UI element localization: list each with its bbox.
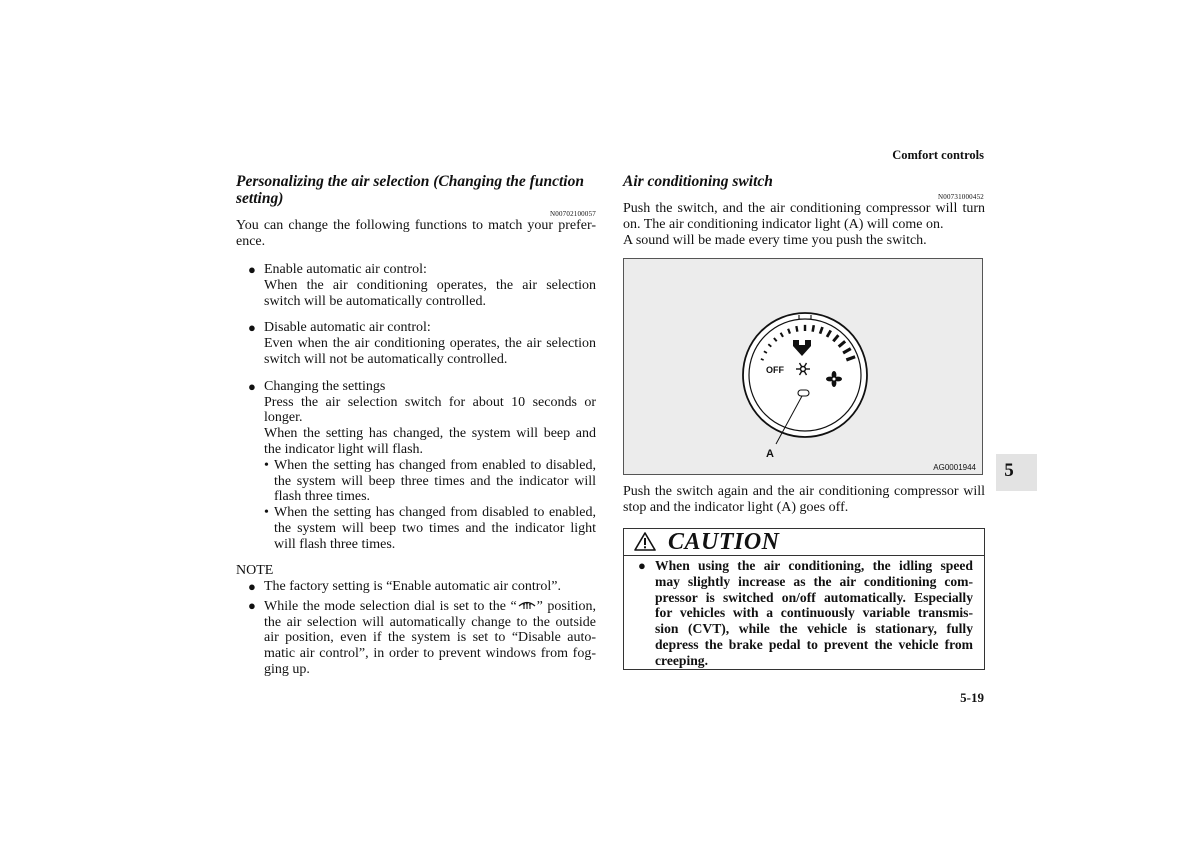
note-label: NOTE <box>236 563 274 578</box>
bullet-icon: ● <box>248 378 256 394</box>
caution-line: for vehicles with a continuously variable transmis- <box>655 605 973 621</box>
para-line: stop and the indicator light (A) goes off. <box>623 499 849 515</box>
item-line: Even when the air conditioning operates, the air selection <box>264 336 596 352</box>
note-item-factory <box>236 579 596 595</box>
right-paragraph-2 <box>623 484 985 516</box>
figure-code: AG0001944 <box>933 463 976 472</box>
item-line: When the setting has changed, the system will beep and <box>264 426 596 442</box>
note-item-mode-dial <box>236 598 596 678</box>
sub-bullet-icon: • <box>264 457 269 473</box>
caution-line: depress the brake pedal to prevent the vehicle from <box>655 636 973 652</box>
sub-line: will flash three times. <box>274 536 396 552</box>
chapter-tab <box>996 454 1037 491</box>
sub-line: When the setting has changed from enabled to disabled, <box>274 457 596 473</box>
note-line-part: While the mode selection dial is set to the “ <box>264 598 517 614</box>
ac-switch-illustration <box>624 259 982 474</box>
warning-triangle-icon <box>634 532 656 551</box>
caution-line: sion (CVT), while the vehicle is stationary, fully <box>655 621 973 637</box>
note-line: The factory setting is “Enable automatic air control”. <box>264 579 561 594</box>
callout-a-label: A <box>766 448 774 460</box>
sub-line: When the setting has changed from disabled to enabled, <box>274 505 596 521</box>
bullet-icon: ● <box>248 579 256 594</box>
para-line: Push the switch again and the air conditioning compressor will <box>623 484 985 499</box>
caution-line: creeping. <box>655 652 708 668</box>
item-line: longer. <box>264 410 303 426</box>
item-line: Press the air selection switch for about 10 seconds or <box>264 394 596 410</box>
sub-line: the system will beep two times and the indicator light <box>274 520 596 536</box>
caution-line: When using the air conditioning, the idling speed <box>655 558 973 573</box>
item-line: switch will not be automatically controlled. <box>264 351 508 367</box>
defrost-mode-icon <box>517 599 537 614</box>
sub-item-disabled-to-enabled <box>236 505 596 552</box>
off-label: OFF <box>766 365 784 375</box>
left-heading-line2: setting) <box>236 190 284 207</box>
dial-tick <box>813 325 814 331</box>
bullet-icon: ● <box>638 558 646 573</box>
left-intro <box>236 218 596 250</box>
dial-tick <box>761 359 764 360</box>
ac-switch-figure <box>623 258 983 475</box>
caution-title: CAUTION <box>668 529 780 555</box>
para-line: Push the switch, and the air conditioning compressor will turn <box>623 201 985 216</box>
caution-box <box>623 528 985 670</box>
page-number: 5-19 <box>960 690 984 705</box>
ac-dial <box>743 313 867 437</box>
note-line: ging up. <box>264 661 310 677</box>
item-title: Enable automatic air control: <box>264 262 427 277</box>
item-line: When the air conditioning operates, the air selection <box>264 277 596 293</box>
sub-bullet-icon: • <box>264 505 269 521</box>
indicator-light-a <box>798 390 809 396</box>
list-item-changing <box>236 379 596 458</box>
note-line-part: ” position, <box>536 598 596 614</box>
left-bullet-list <box>236 262 596 553</box>
para-line: on. The air conditioning indicator light (A) will come on. <box>623 216 944 232</box>
item-title: Disable automatic air control: <box>264 320 431 336</box>
left-heading-line1: Personalizing the air selection (Changing the function <box>236 173 584 190</box>
list-item-enable <box>236 262 596 309</box>
bullet-icon: ● <box>248 320 256 336</box>
bullet-icon: ● <box>248 597 256 613</box>
para-line: A sound will be made every time you push the switch. <box>623 232 927 248</box>
right-reference-code: N00731000452 <box>938 193 984 201</box>
item-line: switch will be automatically controlled. <box>264 293 486 309</box>
caution-line: pressor is switched on/off automatically. Especially <box>655 589 973 605</box>
note-line <box>264 598 596 615</box>
intro-line2: ence. <box>236 233 266 249</box>
left-heading <box>236 173 606 207</box>
chapter-number: 5 <box>1004 460 1014 481</box>
right-heading: Air conditioning switch <box>623 173 773 190</box>
note-line: air position, even if the system is set to “Disable auto- <box>264 630 596 646</box>
sub-item-enabled-to-disabled <box>236 458 596 505</box>
item-line: the indicator light will flash. <box>264 441 424 457</box>
note-list <box>236 579 596 678</box>
left-reference-code: N00702100057 <box>550 210 596 218</box>
item-title: Changing the settings <box>264 378 386 394</box>
right-paragraph-1 <box>623 201 985 248</box>
sub-line: the system will beep three times and the indicator will <box>274 473 596 489</box>
note-line: the air selection will automatically change to the outside <box>264 614 596 630</box>
section-header: Comfort controls <box>892 148 984 162</box>
dial-tick <box>796 326 797 332</box>
note-line: matic air control”, in order to prevent windows from fog- <box>264 646 596 662</box>
sub-line: flash three times. <box>274 489 371 505</box>
caution-line: may slightly increase as the air conditioning com- <box>655 573 973 589</box>
caution-header <box>624 529 984 556</box>
list-item-disable <box>236 320 596 367</box>
caution-body <box>624 556 984 669</box>
intro-line1: You can change the following functions to match your prefer- <box>236 218 596 233</box>
bullet-icon: ● <box>248 262 256 277</box>
